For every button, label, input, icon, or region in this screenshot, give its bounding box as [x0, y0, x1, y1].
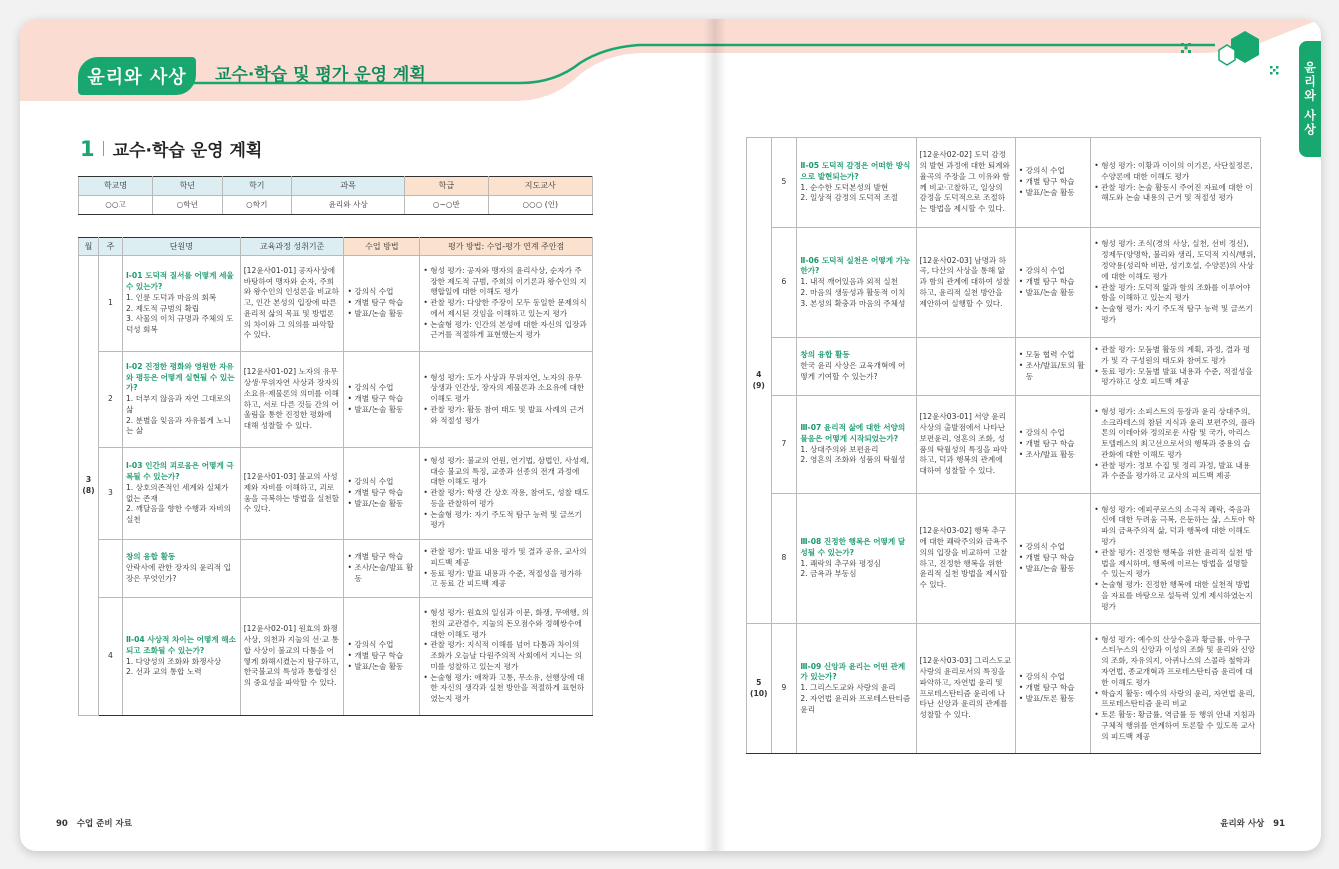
eval-cell	[420, 448, 593, 540]
unit-cell	[797, 624, 916, 754]
week-cell: 9	[771, 624, 797, 754]
month-cell: 3 (8)	[79, 256, 99, 716]
unit-item: 1. 내적 깨어있음과 외적 실천	[800, 277, 898, 287]
eval-item: • 논술형 평가: 자기 주도적 탐구 능력 및 글쓰기 평가	[423, 510, 589, 532]
standard-cell: [12윤사01-02] 노자의 유무상생·무위자연 사상과 장자의 소요유·제물론의 의미를 이해하고, 서로 다른 것들 간의 어울림을 통한 진정한 평화에 대해 성찰할 수 있다.	[240, 352, 344, 448]
eval-item: • 형성 평가: 공자와 맹자의 윤리사상, 순자가 주장한 제도적 규범, 주희의 이기론과 왕수인의 지행합일에 대한 이해도 평가	[423, 266, 589, 298]
eval-item: • 관찰 평가: 모둠별 활동의 계획, 과정, 결과 평가 및 각 구성원의 태도와 참여도 평가	[1094, 345, 1257, 367]
page-number-right: 91	[1273, 819, 1285, 829]
method-item: • 강의식 수업	[347, 287, 416, 298]
eval-item: • 관찰 평가: 지식적 이해를 넘어 다툼과 차이의 조화가 오늘날 다원주의적 사회에서 지니는 의미를 성찰하고 있는지 평가	[423, 640, 589, 672]
eval-cell	[420, 256, 593, 352]
week-cell: 3	[98, 448, 122, 540]
method-cell	[344, 540, 420, 598]
eval-cell	[420, 540, 593, 598]
method-item: • 조사/발표 활동	[1019, 450, 1088, 461]
page-number-left: 90	[56, 819, 68, 829]
info-header: 학기	[222, 177, 291, 196]
section-divider	[103, 141, 104, 156]
eval-item: • 논술형 평가: 인간의 본성에 대한 자신의 입장과 근거를 적절하게 표현했는지 평가	[423, 320, 589, 342]
unit-title: Ⅰ-03 인간의 괴로움은 어떻게 극복될 수 있는가?	[125, 461, 234, 481]
plan-header: 교육과정 성취기준	[240, 238, 344, 256]
eval-item: • 관찰 평가: 정보 수집 및 정리 과정, 발표 내용과 수준을 평가하고 교사의 피드백 제공	[1094, 461, 1257, 483]
method-item: • 개별 탐구 학습	[1019, 439, 1088, 450]
table-row	[747, 624, 1261, 754]
eval-item: • 동료 평가: 모둠별 발표 내용과 수준, 적절성을 평가하고 상호 피드백 제공	[1094, 367, 1257, 389]
info-header: 학년	[153, 177, 222, 196]
method-item: • 강의식 수업	[1019, 428, 1088, 439]
method-item: • 발표/논술 활동	[1019, 288, 1088, 299]
unit-title: Ⅱ-04 사상적 차이는 어떻게 해소되고 조화될 수 있는가?	[125, 634, 236, 655]
method-item: • 강의식 수업	[347, 477, 416, 488]
method-item: • 강의식 수업	[1019, 266, 1088, 277]
table-row	[747, 138, 1261, 228]
unit-item: 2. 마음의 생동성과 활동적 이치	[800, 287, 906, 297]
eval-item: • 관찰 평가: 활동 참여 태도 및 발표 사례의 근거와 적절성 평가	[423, 405, 589, 427]
page-title: 교수·학습 및 평가 운영 계획	[215, 65, 426, 85]
table-row	[747, 494, 1261, 624]
standard-cell: [12윤사01-01] 공자사상에 바탕하여 맹자와 순자, 주희와 왕수인의 인성론을 비교하고, 인간 본성의 입장에 따른 윤리적 삶의 목표 및 방법론의 차이와 그 의의를 파악할 수 있다.	[240, 256, 344, 352]
table-row	[79, 598, 593, 716]
section-heading	[80, 136, 262, 161]
unit-title: Ⅰ-02 진정한 평화와 영원한 자유와 평등은 어떻게 실현될 수 있는가?	[125, 361, 235, 393]
unit-title: Ⅱ-06 도덕적 실천은 어떻게 가능한가?	[800, 255, 911, 276]
standard-cell: [12윤사02-01] 원효의 화쟁사상, 의천과 지눌의 선·교 통합 사상이 불교의 다툼을 어떻게 화해시켰는지 탐구하고, 한국불교의 특성과 통합정신의 중요성을 파악할 수 있다.	[240, 598, 344, 716]
eval-item: • 논술형 평가: 진정한 행복에 대한 실천적 방법을 자료를 바탕으로 설득력 있게 제시하였는지 평가	[1094, 580, 1257, 612]
eval-item: • 형성 평가: 에피쿠로스의 소극적 쾌락, 죽음과 신에 대한 두려움 극복, 은둔하는 삶, 스토아 학파의 금욕주의적 삶, 덕과 행복에 대한 이해도 평가	[1094, 505, 1257, 548]
unit-item: 2. 자연법 윤리와 프로테스탄티즘 윤리	[800, 693, 911, 714]
method-cell	[344, 598, 420, 716]
unit-item: 2. 선과 교의 통합 노력	[125, 667, 202, 677]
table-row	[747, 338, 1261, 396]
eval-cell	[1091, 624, 1261, 754]
method-item: • 발표/논술 활동	[347, 662, 416, 673]
eval-cell	[1091, 228, 1261, 338]
standard-cell: [12윤사03-01] 서양 윤리사상의 출발점에서 나타난 보편윤리, 영혼의 조화, 성품의 탁월성의 특징을 파악하고, 덕과 행복의 관계에 대하여 성찰할 수 있다.	[916, 396, 1015, 494]
unit-title: 창의 융합 활동	[125, 552, 176, 562]
method-cell	[1015, 338, 1091, 396]
eval-item: • 형성 평가: 조식(경의 사상, 실천, 선비 정신), 정제두(양명학, 불리와 생리, 도덕적 지식/행위, 정약용(성리학 비판, 성기호설, 수양론)의 사상에 대한 이해도 평가	[1094, 239, 1257, 282]
section-title: 교수·학습 운영 계획	[112, 141, 263, 161]
unit-item: 1. 상호의존적인 세계와 실체가 없는 존재	[125, 482, 229, 503]
method-item: • 강의식 수업	[347, 383, 416, 394]
method-item: • 강의식 수업	[1019, 672, 1088, 683]
unit-cell	[122, 256, 240, 352]
method-item: • 개별 탐구 학습	[1019, 553, 1088, 564]
method-item: • 발표/논술 활동	[347, 499, 416, 510]
standard-cell: [12윤사02-02] 도덕 감정의 발현 과정에 대한 퇴계와 율곡의 주장을 그 이유와 함께 비교·고찰하고, 일상의 감정을 도덕적으로 조절하는 방법을 제시할 수 있다.	[916, 138, 1015, 228]
unit-item: 2. 일상적 감정의 도덕적 조절	[800, 193, 898, 203]
unit-item: 2. 깨달음을 향한 수행과 자비의 실천	[125, 504, 231, 525]
unit-title: Ⅲ-09 신앙과 윤리는 어떤 관계가 있는가?	[800, 661, 906, 682]
unit-title: Ⅱ-05 도덕적 감정은 어떠한 방식으로 발현되는가?	[800, 160, 911, 181]
unit-item: 1. 쾌락의 추구와 평정심	[800, 558, 881, 568]
unit-cell	[797, 494, 916, 624]
standard-cell: [12윤사02-03] 남명과 하곡, 다산의 사상을 통해 앎과 함의 관계에 대하여 성찰하고, 윤리적 실천 방안을 제안하여 실행할 수 있다.	[916, 228, 1015, 338]
eval-cell	[1091, 396, 1261, 494]
method-cell	[1015, 494, 1091, 624]
info-value: ○학기	[222, 196, 291, 215]
method-item: • 개별 탐구 학습	[1019, 277, 1088, 288]
info-header: 학급	[405, 177, 488, 196]
footer-left	[56, 817, 132, 829]
unit-cell	[122, 448, 240, 540]
footer-right	[1220, 817, 1285, 829]
plan-header: 평가 방법: 수업-평가 연계 주안점	[420, 238, 593, 256]
method-item: • 발표/토론 활동	[1019, 694, 1088, 705]
unit-cell	[797, 138, 916, 228]
unit-item: 1. 그리스도교와 사랑의 윤리	[800, 683, 896, 693]
table-row	[79, 256, 593, 352]
eval-item: • 형성 평가: 이황과 이이의 이기론, 사단칠정론, 수양론에 대한 이해도 평가	[1094, 161, 1257, 183]
week-cell	[98, 540, 122, 598]
table-row	[747, 396, 1261, 494]
subject-badge: 윤리와 사상	[78, 57, 196, 95]
method-item: • 조사/발표/토의 활동	[1019, 361, 1088, 383]
eval-item: • 형성 평가: 원효의 일심과 이문, 화쟁, 무애행, 의천의 교관겸수, 지눌의 돈오점수와 정혜쌍수에 대한 이해도 평가	[423, 608, 589, 640]
unit-title: Ⅲ-08 진정한 행복은 어떻게 달성될 수 있는가?	[800, 536, 906, 557]
footer-left-text: 수업 준비 자료	[76, 819, 132, 829]
info-table	[78, 176, 593, 215]
info-value: ○학년	[153, 196, 222, 215]
eval-cell	[1091, 138, 1261, 228]
eval-item: • 관찰 평가: 학생 간 상호 작용, 참여도, 성찰 태도 등을 관찰하여 평가	[423, 488, 589, 510]
eval-cell	[420, 352, 593, 448]
unit-title: Ⅰ-01 도덕적 질서를 어떻게 세울 수 있는가?	[125, 271, 234, 291]
week-cell	[771, 338, 797, 396]
method-item: • 개별 탐구 학습	[347, 394, 416, 405]
unit-cell	[797, 396, 916, 494]
unit-item: 2. 제도적 규범의 확립	[125, 303, 200, 313]
plan-table-right	[746, 137, 1261, 754]
book-spread	[20, 19, 1321, 851]
method-cell	[344, 256, 420, 352]
unit-cell	[122, 540, 240, 598]
eval-item: • 관찰 평가: 논술 활동시 주어진 자료에 대한 이해도와 논술 내용의 근거 및 적절성 평가	[1094, 183, 1257, 205]
unit-cell	[797, 228, 916, 338]
unit-item: 2. 금욕과 부동심	[800, 569, 857, 579]
eval-item: • 논술형 평가: 애착과 고통, 무소유, 선행상에 대한 자신의 생각과 실천 방안을 적절하게 표현하였는지 평가	[423, 673, 589, 705]
unit-item: 3. 사물의 이치 규명과 주체의 도덕성 회복	[125, 314, 234, 335]
standard-cell: [12윤사01-03] 불교의 사성제와 자비를 이해하고, 괴로움을 극복하는 방법을 실천할 수 있다.	[240, 448, 344, 540]
info-value: ○○고	[79, 196, 153, 215]
month-cell: 5 (10)	[747, 624, 772, 754]
eval-item: • 형성 평가: 예수의 산상수훈과 황금률, 아우구스티누스의 신앙과 이성의 조화 및 윤리와 신앙의 조화, 자유의지, 아퀴나스의 스콜라 철학과 자연법, 종교개혁과 프로테스탄티즘 윤리에 대한 이해도 평가	[1094, 635, 1257, 689]
gutter-shadow	[703, 19, 727, 851]
week-cell: 6	[771, 228, 797, 338]
week-cell: 2	[98, 352, 122, 448]
method-cell	[1015, 624, 1091, 754]
method-item: • 강의식 수업	[347, 640, 416, 651]
unit-item: 1. 더부지 않음과 자연 그대로의 삶	[125, 394, 231, 414]
standard-cell	[916, 338, 1015, 396]
info-header: 지도교사	[488, 177, 593, 196]
plan-table-left	[78, 237, 593, 716]
unit-cell	[122, 352, 240, 448]
eval-item: • 학습지 활동: 예수의 사랑의 윤리, 자연법 윤리, 프로테스탄티즘 윤리 비교	[1094, 689, 1257, 711]
unit-item: 2. 영혼의 조화와 성품의 탁월성	[800, 455, 906, 465]
method-cell	[1015, 138, 1091, 228]
section-number: 1	[80, 136, 95, 161]
eval-item: • 관찰 평가: 발표 내용 평가 및 결과 공유, 교사의 피드백 제공	[423, 547, 589, 569]
method-cell	[344, 352, 420, 448]
eval-item: • 논술형 평가: 자기 주도적 탐구 능력 및 글쓰기 평가	[1094, 304, 1257, 326]
eval-item: • 관찰 평가: 도덕적 앎과 함의 조화를 이루어야 함을 이해하고 있는지 평가	[1094, 283, 1257, 305]
method-item: • 강의식 수업	[1019, 166, 1088, 177]
table-row	[79, 352, 593, 448]
plan-header: 단원명	[122, 238, 240, 256]
method-cell	[1015, 228, 1091, 338]
side-tab[interactable]: 윤리와 사상	[1299, 41, 1321, 157]
standard-cell: [12윤사03-03] 그리스도교 사랑의 윤리로서의 특징을 파악하고, 자연법 윤리 및 프로테스탄티즘 윤리에 나타난 신앙과 윤리의 관계를 성찰할 수 있다.	[916, 624, 1015, 754]
eval-item: • 토론 활동: 황금률, 역금률 등 행위 안내 지침과 구체적 행위를 연계하여 토론할 수 있도록 교사의 피드백 제공	[1094, 710, 1257, 742]
plan-header: 주	[98, 238, 122, 256]
plan-header: 수업 방법	[344, 238, 420, 256]
method-item: • 개별 탐구 학습	[1019, 177, 1088, 188]
eval-item: • 형성 평가: 소피스트의 등장과 윤리 상대주의, 소크라테스의 참된 지식과 윤리 보편주의, 플라톤의 이데아와 정의로운 사람 및 국가, 아리스토텔레스의 최고선으로서의 행복과 중용의 습관화에 대한 이해도 평가	[1094, 407, 1257, 461]
unit-item: 1. 인륜 도덕과 마음의 회복	[125, 292, 217, 302]
eval-item: • 동료 평가: 발표 내용과 수준, 적절성을 평가하고 동료 간 피드백 제공	[423, 569, 589, 591]
method-item: • 조사/논술/발표 활동	[347, 563, 416, 585]
eval-cell	[1091, 494, 1261, 624]
method-item: • 개별 탐구 학습	[347, 298, 416, 309]
method-item: • 개별 탐구 학습	[347, 488, 416, 499]
week-cell: 1	[98, 256, 122, 352]
method-cell	[344, 448, 420, 540]
eval-cell	[420, 598, 593, 716]
info-value: ○○○ (인)	[488, 196, 593, 215]
method-item: • 개별 탐구 학습	[1019, 683, 1088, 694]
unit-item: 2. 분별을 잊음과 자유롭게 노니는 삶	[125, 415, 231, 436]
method-item: • 강의식 수업	[1019, 542, 1088, 553]
eval-item: • 형성 평가: 도가 사상과 무위자연, 노자의 유무상생과 인간상, 장자의 제물론과 소요유에 대한 이해도 평가	[423, 373, 589, 405]
unit-item: 1. 상대주의와 보편윤리	[800, 444, 879, 454]
info-value: 윤리와 사상	[292, 196, 405, 215]
unit-cell	[797, 338, 916, 396]
method-item: • 개별 탐구 학습	[347, 552, 416, 563]
week-cell: 4	[98, 598, 122, 716]
eval-item: • 관찰 평가: 진정한 행복을 위한 윤리적 실천 방법을 제시하며, 행복에 이르는 방법을 설명할 수 있는지 평가	[1094, 548, 1257, 580]
eval-cell	[1091, 338, 1261, 396]
unit-item: 1. 순수한 도덕본성의 발현	[800, 182, 889, 192]
table-row	[79, 448, 593, 540]
method-item: • 개별 탐구 학습	[347, 651, 416, 662]
week-cell: 5	[771, 138, 797, 228]
eval-item: • 형성 평가: 불교의 연원, 연기법, 삼법인, 사성제, 대승 불교의 특징, 교종과 선종의 전개 과정에 대한 이해도 평가	[423, 456, 589, 488]
method-item: • 모둠 협력 수업	[1019, 350, 1088, 361]
info-header: 학교명	[79, 177, 153, 196]
unit-title: Ⅲ-07 윤리적 삶에 대한 서양의 물음은 어떻게 시작되었는가?	[800, 422, 906, 443]
unit-item: 안락사에 관한 장자의 윤리적 입장은 무엇인가?	[125, 563, 231, 583]
standard-cell: [12윤사03-02] 행복 추구에 대한 쾌락주의와 금욕주의의 입장을 비교하여 고찰하고, 진정한 행복을 위한 윤리적 실천 방법을 제시할 수 있다.	[916, 494, 1015, 624]
unit-cell	[122, 598, 240, 716]
method-item: • 발표/논술 활동	[1019, 564, 1088, 575]
info-header: 과목	[292, 177, 405, 196]
eval-item: • 관찰 평가: 다양한 주장이 모두 동일한 문제의식에서 제시된 것임을 이해하고 있는지 평가	[423, 298, 589, 320]
table-row	[747, 228, 1261, 338]
plan-header: 월	[79, 238, 99, 256]
unit-item: 3. 본성의 확충과 마음의 주체성	[800, 298, 906, 308]
method-item: • 발표/논술 활동	[347, 309, 416, 320]
table-row	[79, 540, 593, 598]
unit-title: 창의 융합 활동	[800, 350, 850, 360]
method-item: • 발표/논술 활동	[347, 405, 416, 416]
footer-right-text: 윤리와 사상	[1220, 819, 1265, 829]
standard-cell	[240, 540, 344, 598]
week-cell: 8	[771, 494, 797, 624]
unit-item: 한국 윤리 사상은 교육개혁에 어떻게 기여할 수 있는가?	[800, 361, 906, 381]
week-cell: 7	[771, 396, 797, 494]
method-cell	[1015, 396, 1091, 494]
unit-item: 1. 다양성의 조화와 화쟁사상	[125, 656, 222, 666]
method-item: • 발표/논술 활동	[1019, 188, 1088, 199]
month-cell: 4 (9)	[747, 138, 772, 624]
info-value: ○~○반	[405, 196, 488, 215]
